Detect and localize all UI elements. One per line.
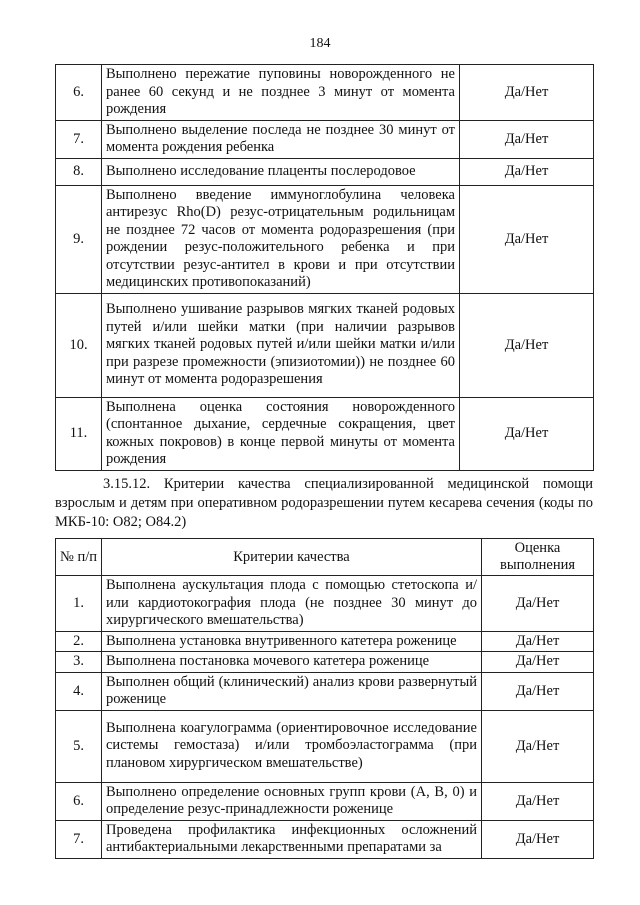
assessment-value: Да/Нет (460, 120, 594, 158)
assessment-value: Да/Нет (460, 158, 594, 185)
criterion-text: Выполнена коагулограмма (ориентировочное исследование системы гемостаза) и/или тромбоэластограмма (при плановом хирургическом вмешательстве) (102, 710, 482, 782)
assessment-value: Да/Нет (482, 576, 594, 632)
row-number: 3. (56, 652, 102, 673)
table-row (56, 782, 594, 820)
assessment-value: Да/Нет (482, 820, 594, 858)
assessment-value: Да/Нет (460, 397, 594, 470)
row-number: 4. (56, 672, 102, 710)
criterion-text: Выполнено введение иммуноглобулина человека антирезус Rho(D) резус-отрицательным родильницам не позднее 72 часов от момента родоразрешения (при рождении резус-положительного ребенка и при отсутствии резус-антител в крови и при отсутствии медицинских противопоказаний) (102, 185, 460, 293)
table-row (56, 710, 594, 782)
criterion-text: Выполнена аускультация плода с помощью стетоскопа и/или кардиотокография плода (не позднее 30 минут до хирургического вмешательства) (102, 576, 482, 632)
criterion-text: Выполнена постановка мочевого катетера роженице (102, 652, 482, 673)
table-row (56, 631, 594, 652)
row-number: 9. (56, 185, 102, 293)
table-row (56, 576, 594, 632)
criterion-text: Проведена профилактика инфекционных осложнений антибактериальными лекарственными препаратами за (102, 820, 482, 858)
row-number: 7. (56, 820, 102, 858)
assessment-value: Да/Нет (460, 65, 594, 121)
table-row (56, 185, 594, 293)
assessment-value: Да/Нет (482, 782, 594, 820)
cesarean-quality-criteria-table (55, 538, 594, 859)
row-number: 8. (56, 158, 102, 185)
row-number: 6. (56, 782, 102, 820)
assessment-value: Да/Нет (460, 185, 594, 293)
table-header-row (56, 539, 594, 576)
criterion-text: Выполнено определение основных групп крови (A, B, 0) и определение резус-принадлежности роженице (102, 782, 482, 820)
criterion-text: Выполнен общий (клинический) анализ крови развернутый роженице (102, 672, 482, 710)
table-row (56, 672, 594, 710)
row-number: 7. (56, 120, 102, 158)
row-number: 1. (56, 576, 102, 632)
page-number: 184 (309, 36, 331, 51)
row-number: 5. (56, 710, 102, 782)
criterion-text: Выполнена оценка состояния новорожденного (спонтанное дыхание, сердечные сокращения, цвет кожных покровов) в конце первой минуты от момента рождения (102, 397, 460, 470)
table-row (56, 397, 594, 470)
table-row (56, 120, 594, 158)
assessment-value: Да/Нет (482, 631, 594, 652)
assessment-value: Да/Нет (482, 710, 594, 782)
criterion-text: Выполнено выделение последа не позднее 30 минут от момента рождения ребенка (102, 120, 460, 158)
assessment-value: Да/Нет (482, 672, 594, 710)
criterion-text: Выполнено ушивание разрывов мягких тканей родовых путей и/или шейки матки (при наличии разрывов мягких тканей родовых путей и/или шейки матки и/или при разрезе промежности (эпизиотомии)) не позднее 60 минут от момента родоразрешения (102, 293, 460, 397)
column-header-assessment: Оценка выполнения (482, 539, 594, 576)
criterion-text: Выполнено пережатие пуповины новорожденного не ранее 60 секунд и не позднее 3 минут от момента рождения (102, 65, 460, 121)
assessment-value: Да/Нет (482, 652, 594, 673)
criterion-text: Выполнена установка внутривенного катетера роженице (102, 631, 482, 652)
row-number: 10. (56, 293, 102, 397)
criterion-text: Выполнено исследование плаценты послеродовое (102, 158, 460, 185)
assessment-value: Да/Нет (460, 293, 594, 397)
table-row (56, 65, 594, 121)
table-row (56, 652, 594, 673)
row-number: 6. (56, 65, 102, 121)
row-number: 2. (56, 631, 102, 652)
column-header-criteria: Критерии качества (102, 539, 482, 576)
column-header-number: № п/п (56, 539, 102, 576)
row-number: 11. (56, 397, 102, 470)
quality-criteria-table-continued (55, 64, 594, 471)
table-row (56, 293, 594, 397)
table-row (56, 158, 594, 185)
table-row (56, 820, 594, 858)
section-heading: 3.15.12. Критерии качества специализированной медицинской помощи взрослым и детям при оперативном родоразрешении путем кесарева сечения (коды по МКБ-10: O82; O84.2) (55, 476, 593, 530)
